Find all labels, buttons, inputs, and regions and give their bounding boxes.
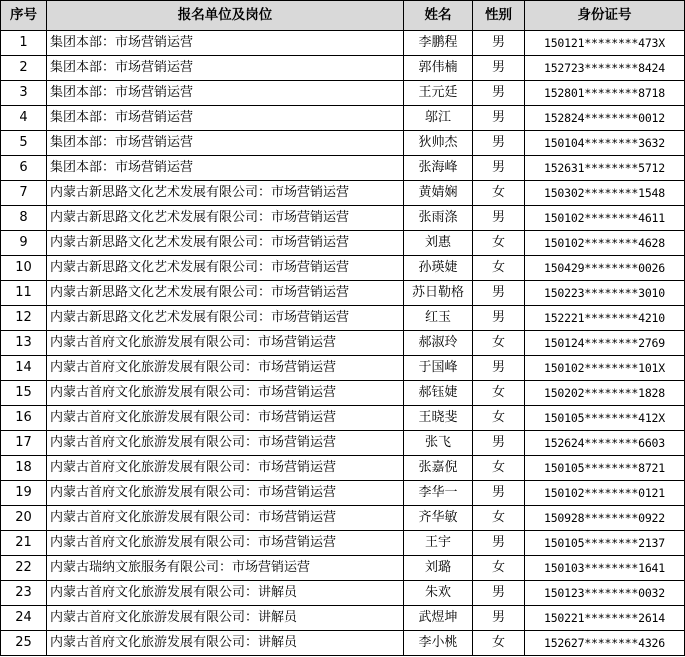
row-unit-position: 集团本部：市场营销运营 [47,131,404,156]
row-index: 12 [1,306,47,331]
row-gender: 女 [473,256,525,281]
table-row [1,531,685,556]
row-gender: 女 [473,231,525,256]
row-gender: 男 [473,56,525,81]
header-id-number: 身份证号 [525,1,685,31]
row-name: 朱欢 [404,581,473,606]
row-id-number: 150124********2769 [525,331,685,356]
row-name: 于国峰 [404,356,473,381]
row-id-number: 152801********8718 [525,81,685,106]
row-id-number: 150429********0026 [525,256,685,281]
row-name: 刘惠 [404,231,473,256]
row-id-number: 152824********0012 [525,106,685,131]
table-row [1,131,685,156]
header-gender: 性别 [473,1,525,31]
table-header-row [1,1,685,31]
header-name: 姓名 [404,1,473,31]
row-name: 苏日勒格 [404,281,473,306]
row-index: 15 [1,381,47,406]
row-gender: 女 [473,331,525,356]
row-index: 1 [1,31,47,56]
row-gender: 女 [473,456,525,481]
row-id-number: 150302********1548 [525,181,685,206]
table-row [1,456,685,481]
row-id-number: 152627********4326 [525,631,685,656]
row-name: 李华一 [404,481,473,506]
row-gender: 女 [473,181,525,206]
table-row [1,506,685,531]
row-index: 21 [1,531,47,556]
table-row [1,206,685,231]
row-gender: 男 [473,206,525,231]
row-gender: 男 [473,106,525,131]
table-row [1,156,685,181]
row-gender: 男 [473,31,525,56]
row-gender: 女 [473,406,525,431]
table-row [1,481,685,506]
row-unit-position: 内蒙古首府文化旅游发展有限公司：市场营销运营 [47,331,404,356]
row-name: 郝钰婕 [404,381,473,406]
row-unit-position: 内蒙古新思路文化艺术发展有限公司：市场营销运营 [47,231,404,256]
row-index: 5 [1,131,47,156]
table-row [1,431,685,456]
row-unit-position: 内蒙古瑞纳文旅服务有限公司：市场营销运营 [47,556,404,581]
row-index: 20 [1,506,47,531]
row-id-number: 150105********412X [525,406,685,431]
row-name: 齐华敏 [404,506,473,531]
row-unit-position: 集团本部：市场营销运营 [47,106,404,131]
header-unit-position: 报名单位及岗位 [47,1,404,31]
table-row [1,631,685,656]
row-name: 张嘉倪 [404,456,473,481]
header-index: 序号 [1,1,47,31]
row-index: 25 [1,631,47,656]
row-unit-position: 内蒙古首府文化旅游发展有限公司：讲解员 [47,631,404,656]
row-unit-position: 内蒙古首府文化旅游发展有限公司：讲解员 [47,606,404,631]
row-index: 10 [1,256,47,281]
row-index: 19 [1,481,47,506]
row-unit-position: 内蒙古首府文化旅游发展有限公司：讲解员 [47,581,404,606]
row-id-number: 150103********1641 [525,556,685,581]
row-id-number: 150223********3010 [525,281,685,306]
table-row [1,31,685,56]
row-gender: 男 [473,356,525,381]
row-unit-position: 集团本部：市场营销运营 [47,56,404,81]
row-name: 邬江 [404,106,473,131]
table-row [1,181,685,206]
row-gender: 男 [473,581,525,606]
row-name: 孙瑛婕 [404,256,473,281]
table-row [1,81,685,106]
row-name: 郭伟楠 [404,56,473,81]
table-row [1,256,685,281]
row-id-number: 150121********473X [525,31,685,56]
row-gender: 男 [473,156,525,181]
row-index: 7 [1,181,47,206]
row-index: 9 [1,231,47,256]
row-gender: 女 [473,506,525,531]
row-name: 张飞 [404,431,473,456]
row-index: 4 [1,106,47,131]
row-unit-position: 集团本部：市场营销运营 [47,81,404,106]
table-row [1,281,685,306]
row-id-number: 150123********0032 [525,581,685,606]
row-id-number: 152631********5712 [525,156,685,181]
row-id-number: 150105********2137 [525,531,685,556]
table-row [1,356,685,381]
row-id-number: 152221********4210 [525,306,685,331]
row-unit-position: 内蒙古首府文化旅游发展有限公司：市场营销运营 [47,481,404,506]
table-row [1,581,685,606]
row-unit-position: 内蒙古首府文化旅游发展有限公司：市场营销运营 [47,381,404,406]
row-index: 16 [1,406,47,431]
row-unit-position: 内蒙古新思路文化艺术发展有限公司：市场营销运营 [47,306,404,331]
row-name: 李小桃 [404,631,473,656]
row-id-number: 150202********1828 [525,381,685,406]
row-gender: 男 [473,81,525,106]
row-name: 郝淑玲 [404,331,473,356]
row-gender: 女 [473,631,525,656]
row-unit-position: 内蒙古新思路文化艺术发展有限公司：市场营销运营 [47,206,404,231]
row-unit-position: 内蒙古首府文化旅游发展有限公司：市场营销运营 [47,406,404,431]
row-unit-position: 内蒙古首府文化旅游发展有限公司：市场营销运营 [47,531,404,556]
row-unit-position: 内蒙古首府文化旅游发展有限公司：市场营销运营 [47,431,404,456]
row-gender: 男 [473,481,525,506]
row-gender: 男 [473,531,525,556]
row-gender: 女 [473,381,525,406]
row-unit-position: 集团本部：市场营销运营 [47,156,404,181]
row-index: 24 [1,606,47,631]
table-row [1,406,685,431]
row-unit-position: 内蒙古首府文化旅游发展有限公司：市场营销运营 [47,456,404,481]
row-index: 23 [1,581,47,606]
row-id-number: 150104********3632 [525,131,685,156]
row-unit-position: 内蒙古新思路文化艺术发展有限公司：市场营销运营 [47,181,404,206]
row-id-number: 152624********6603 [525,431,685,456]
row-unit-position: 集团本部：市场营销运营 [47,31,404,56]
row-index: 3 [1,81,47,106]
row-index: 2 [1,56,47,81]
row-gender: 男 [473,431,525,456]
row-unit-position: 内蒙古首府文化旅游发展有限公司：市场营销运营 [47,506,404,531]
table-body [1,31,685,656]
row-name: 王晓斐 [404,406,473,431]
row-gender: 男 [473,281,525,306]
row-unit-position: 内蒙古新思路文化艺术发展有限公司：市场营销运营 [47,281,404,306]
table-row [1,306,685,331]
table-row [1,56,685,81]
row-id-number: 150105********8721 [525,456,685,481]
row-gender: 男 [473,606,525,631]
row-name: 狄帅杰 [404,131,473,156]
row-name: 王元廷 [404,81,473,106]
row-id-number: 150102********101X [525,356,685,381]
row-index: 6 [1,156,47,181]
table-row [1,231,685,256]
row-id-number: 152723********8424 [525,56,685,81]
row-name: 张雨涤 [404,206,473,231]
row-id-number: 150928********0922 [525,506,685,531]
row-unit-position: 内蒙古首府文化旅游发展有限公司：市场营销运营 [47,356,404,381]
row-name: 红玉 [404,306,473,331]
table-row [1,381,685,406]
row-index: 17 [1,431,47,456]
row-index: 13 [1,331,47,356]
row-gender: 女 [473,556,525,581]
row-name: 李鹏程 [404,31,473,56]
table-row [1,331,685,356]
row-index: 11 [1,281,47,306]
row-index: 8 [1,206,47,231]
row-index: 18 [1,456,47,481]
row-index: 14 [1,356,47,381]
row-name: 刘璐 [404,556,473,581]
table-row [1,106,685,131]
table-row [1,556,685,581]
row-gender: 男 [473,131,525,156]
row-name: 王宇 [404,531,473,556]
row-id-number: 150102********4628 [525,231,685,256]
row-index: 22 [1,556,47,581]
row-name: 黄婧娴 [404,181,473,206]
row-id-number: 150102********4611 [525,206,685,231]
row-gender: 男 [473,306,525,331]
row-name: 张海峰 [404,156,473,181]
row-unit-position: 内蒙古新思路文化艺术发展有限公司：市场营销运营 [47,256,404,281]
row-id-number: 150221********2614 [525,606,685,631]
row-id-number: 150102********0121 [525,481,685,506]
row-name: 武煜坤 [404,606,473,631]
table-row [1,606,685,631]
